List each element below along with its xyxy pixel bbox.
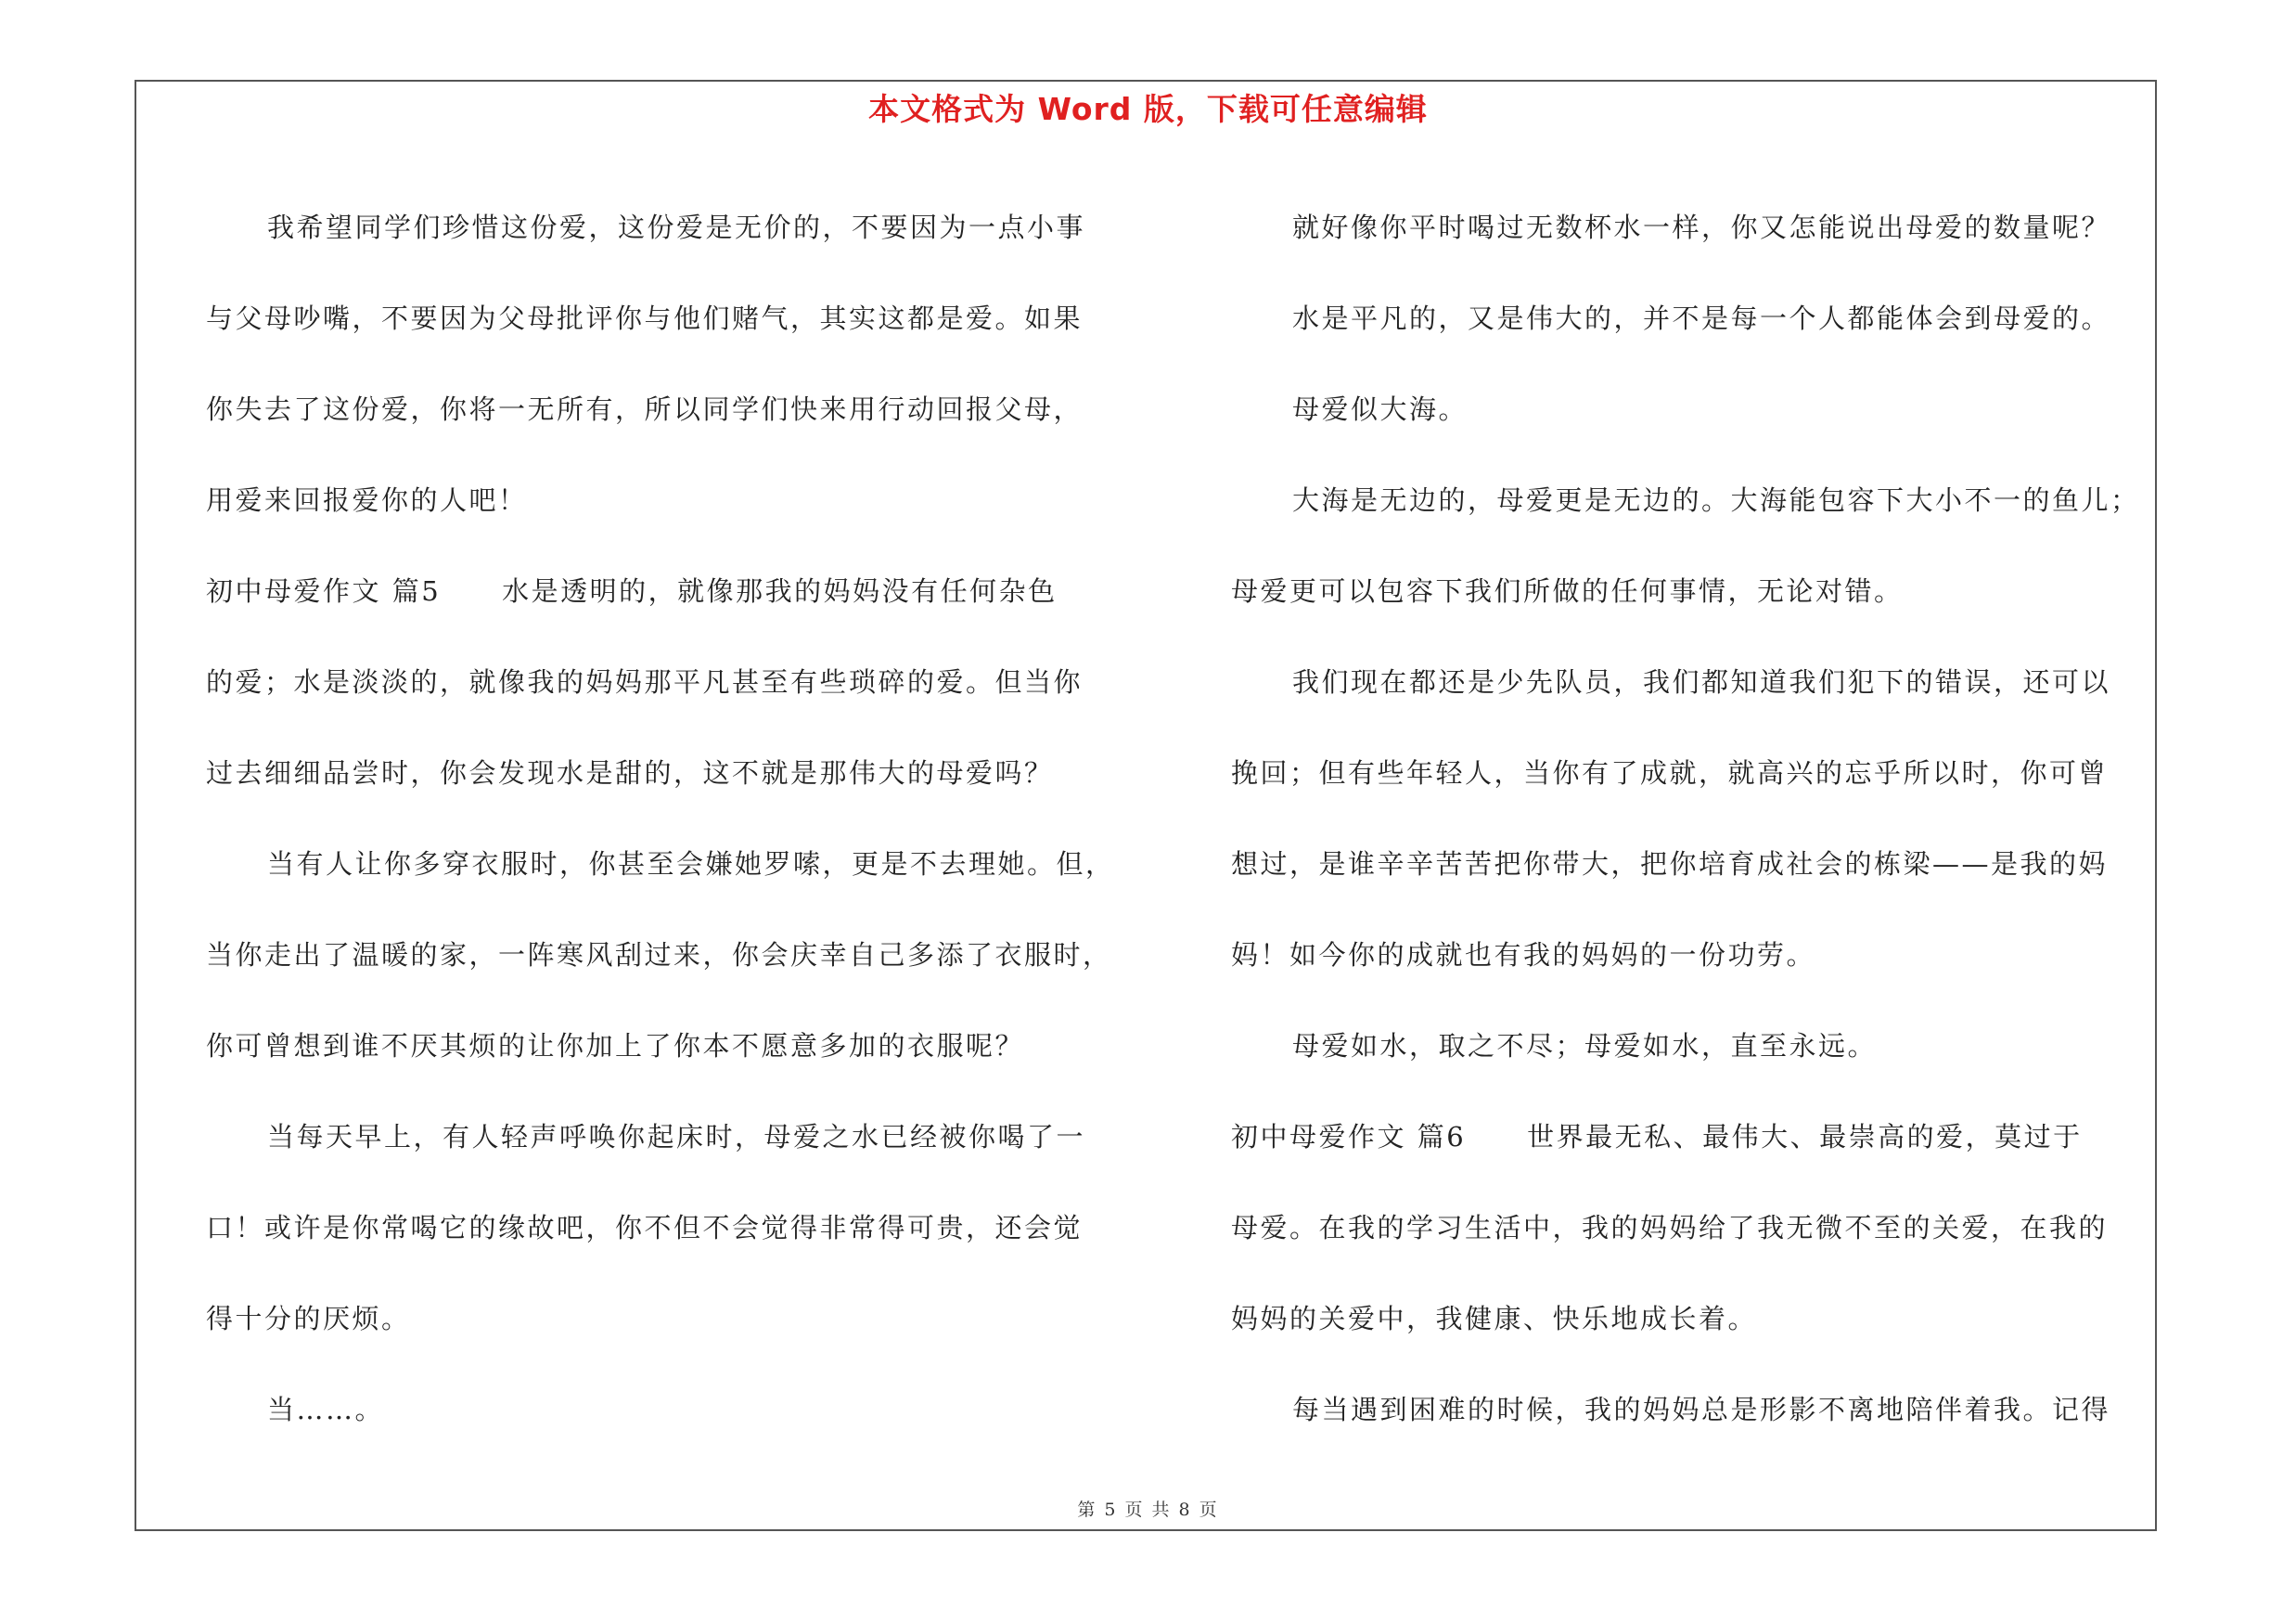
line-text: 我们现在都还是少先队员，我们都知道我们犯下的错误，还可以: [1292, 666, 2111, 698]
line-text: 当你走出了温暖的家，一阵寒风刮过来，你会庆幸自己多添了衣服时，: [206, 939, 1112, 971]
line-text: 水是平凡的，又是伟大的，并不是每一个人都能体会到母爱的。: [1292, 303, 2111, 334]
line-text: 的爱；水是淡淡的，就像我的妈妈那平凡甚至有些琐碎的爱。但当你: [206, 666, 1084, 698]
line-text: 当每天早上，有人轻声呼唤你起床时，母爱之水已经被你喝了一: [267, 1121, 1086, 1153]
line-text: 母爱如水，取之不尽；母爱如水，直至永远。: [1292, 1030, 1878, 1062]
text-line: [206, 455, 1143, 546]
text-line: [206, 364, 1143, 455]
text-line: [1231, 728, 2164, 818]
section-heading: 初中母爱作文 篇6: [1231, 1121, 1467, 1153]
text-line: [206, 728, 1143, 818]
text-line: [1231, 1091, 2164, 1182]
text-line: [206, 1364, 1143, 1455]
text-line: [206, 182, 1143, 273]
page-number-footer: 第 5 页 共 8 页: [1077, 1500, 1219, 1520]
text-line: [206, 637, 1143, 728]
text-line: [206, 1000, 1143, 1091]
text-line: [1231, 818, 2164, 909]
text-line: [206, 546, 1143, 637]
line-text: 当……。: [267, 1394, 385, 1425]
text-line: [206, 909, 1143, 1000]
text-line: [206, 1091, 1143, 1182]
line-text: 我希望同学们珍惜这份爱，这份爱是无价的，不要因为一点小事: [267, 212, 1086, 243]
line-text: 大海是无边的，母爱更是无边的。大海能包容下大小不一的鱼儿；: [1292, 484, 2140, 516]
line-text: 母爱。在我的学习生活中，我的妈妈给了我无微不至的关爱，在我的: [1231, 1212, 2109, 1243]
left-column: [206, 182, 1143, 1455]
text-line: [1231, 273, 2164, 364]
text-line: [1231, 637, 2164, 728]
line-text: 与父母吵嘴，不要因为父母批评你与他们赌气，其实这都是爱。如果: [206, 303, 1084, 334]
line-text: 想过，是谁辛辛苦苦把你带大，把你培育成社会的栋梁——是我的妈: [1231, 848, 2109, 880]
text-line: [1231, 1182, 2164, 1273]
line-text: 口！或许是你常喝它的缘故吧，你不但不会觉得非常得可贵，还会觉: [206, 1212, 1084, 1243]
text-line: [206, 818, 1143, 909]
text-line: [1231, 546, 2164, 637]
document-banner: 本文格式为 Word 版，下载可任意编辑: [868, 91, 1428, 127]
line-text: 就好像你平时喝过无数杯水一样，你又怎能说出母爱的数量呢？: [1292, 212, 2111, 243]
line-text: 每当遇到困难的时候，我的妈妈总是形影不离地陪伴着我。记得: [1292, 1394, 2111, 1425]
line-text: 你失去了这份爱，你将一无所有，所以同学们快来用行动回报父母，: [206, 393, 1084, 425]
text-line: [1231, 909, 2164, 1000]
line-text: 挽回；但有些年轻人，当你有了成就，就高兴的忘乎所以时，你可曾: [1231, 757, 2109, 789]
line-text: 妈！如今你的成就也有我的妈妈的一份功劳。: [1231, 939, 1816, 971]
text-line: [206, 273, 1143, 364]
text-line: [206, 1273, 1143, 1364]
text-line: [1231, 1273, 2164, 1364]
line-text: 母爱更可以包容下我们所做的任何事情，无论对错。: [1231, 575, 1904, 607]
line-text: 过去细细品尝时，你会发现水是甜的，这不就是那伟大的母爱吗？: [206, 757, 1054, 789]
line-text: 当有人让你多穿衣服时，你甚至会嫌她罗嗦，更是不去理她。但，: [267, 848, 1115, 880]
text-line: [1231, 182, 2164, 273]
right-column: [1231, 182, 2164, 1455]
line-text: 用爱来回报爱你的人吧！: [206, 484, 528, 516]
section-heading: 初中母爱作文 篇5: [206, 575, 442, 607]
line-text: 你可曾想到谁不厌其烦的让你加上了你本不愿意多加的衣服呢？: [206, 1030, 1025, 1062]
line-text: 母爱似大海。: [1292, 393, 1469, 425]
line-text: 水是透明的，就像那我的妈妈没有任何杂色: [502, 575, 1058, 607]
line-text: 世界最无私、最伟大、最崇高的爱，莫过于: [1527, 1121, 2083, 1153]
line-text: 妈妈的关爱中，我健康、快乐地成长着。: [1231, 1303, 1758, 1334]
text-line: [1231, 1364, 2164, 1455]
text-line: [1231, 455, 2164, 546]
line-text: 得十分的厌烦。: [206, 1303, 411, 1334]
text-line: [1231, 1000, 2164, 1091]
text-line: [206, 1182, 1143, 1273]
text-line: [1231, 364, 2164, 455]
